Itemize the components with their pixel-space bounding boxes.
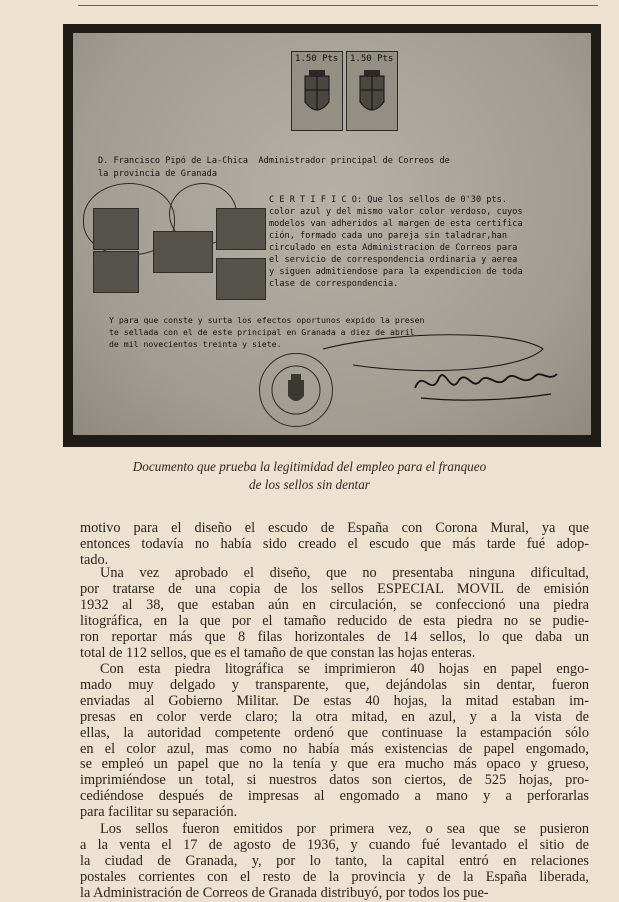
- text-line: tado.: [80, 551, 109, 568]
- typed-line: Y para que conste y surta los efectos oportunos expido la presen: [109, 315, 425, 325]
- text-line: entonces todavía no había sido creado el escudo que más tarde fué adop-: [80, 535, 589, 552]
- fiscal-stamp-right: 1.50 Pts: [346, 51, 398, 131]
- text-line: en el color azul, mas como no había más existencias de papel engomado,: [80, 740, 589, 757]
- fiscal-stamp-left: 1.50 Pts: [291, 51, 343, 131]
- typed-line: y siguen admitiendose para la expendicion de toda: [269, 267, 523, 277]
- text-line: ellas, la autoridad competente ordenó que continuase la estampación sólo: [80, 724, 589, 741]
- caption-line: Documento que prueba la legitimidad del empleo para el franqueo: [132, 459, 487, 474]
- postage-stamp: [93, 251, 139, 293]
- text-line: para facilitar su separación.: [80, 804, 238, 821]
- typed-line: modelos van adheridos al margen de esta certifica: [269, 219, 523, 229]
- typed-line: clase de correspondencia.: [269, 279, 399, 289]
- text-line: enviadas al Gobierno Militar. De estas 40 hojas, la mitad estaban im-: [80, 692, 589, 709]
- text-line: cediéndose después de impresas al engomado a mano y a perforarlas: [80, 788, 589, 805]
- text-line: la ciudad de Granada, y, por lo tanto, la capital entró en relaciones: [80, 852, 589, 869]
- postage-stamp: [153, 231, 213, 273]
- text-line: imprimiéndose un total, si nuestros datos son ciertos, de 525 hojas, pro-: [80, 772, 589, 789]
- text-line: Con esta piedra litográfica se imprimieron 40 hojas en papel engo-: [100, 661, 589, 677]
- coat-of-arms-icon: [299, 68, 335, 124]
- text-line: total de 112 sellos, que es el tamaño de que constan las hojas enteras.: [80, 644, 476, 661]
- text-line: ron reportar más que 8 filas horizontales de 14 sellos, lo que daba un: [80, 628, 589, 645]
- postage-stamp: [216, 208, 266, 250]
- text-line: motivo para el diseño el escudo de España con Corona Mural, ya que: [80, 520, 589, 536]
- top-rule: [78, 5, 598, 6]
- figure-caption: [0, 458, 619, 494]
- text-line: la Administración de Correos de Granada distribuyó, por todos los pue-: [80, 884, 489, 901]
- text-line: postales corrientes con el resto de la provincia y de la España liberada,: [80, 868, 589, 885]
- typed-line: de mil novecientos treinta y siete.: [109, 339, 282, 349]
- typed-line: ción, formado cada uno pareja sin taladrar,han: [269, 231, 507, 241]
- text-line: se empleó un papel que no la tenía y que era mucho más opaco y grueso,: [80, 756, 589, 773]
- document-photograph: [63, 24, 601, 447]
- typed-line: C E R T I F I C O: Que los sellos de 0'30 pts.: [269, 195, 507, 205]
- text-line: mado muy delgado y transparente, que, dejándolas sin dentar, fueron: [80, 676, 589, 693]
- signature-flourish: [313, 329, 553, 389]
- text-line: Una vez aprobado el diseño, que no presentaba ninguna dificultad,: [100, 565, 589, 581]
- paragraph-4: [80, 822, 589, 902]
- text-line: litográfica, en la que por el tamaño reducido de esta piedra no se pudie-: [80, 612, 589, 629]
- typed-line: color azul y del mismo valor color verdoso, cuyos: [269, 207, 523, 217]
- postage-stamp: [216, 258, 266, 300]
- typed-line: te sellada con el de este principal en Granada a diez de abril: [109, 327, 415, 337]
- coat-of-arms-icon: [354, 68, 390, 124]
- certificate-document: [73, 33, 591, 435]
- postage-stamp: [93, 208, 139, 250]
- text-line: a la venta el 17 de agosto de 1936, y cuando fué levantado el sitio de: [80, 836, 589, 853]
- typed-line: circulado en esta Administracion de Correos para: [269, 243, 518, 253]
- text-line: 1932 al 38, que estaban aún en circulación, se confeccionó una piedra: [80, 596, 589, 613]
- paragraph-3: [80, 662, 589, 821]
- text-line: por tratarse de una copia de los sellos ESPECIAL MOVIL de emisión: [80, 580, 589, 597]
- caption-line: de los sellos sin dentar: [249, 477, 370, 492]
- typed-line: el servicio de correspondencia ordinaria y aerea: [269, 255, 518, 265]
- text-line: presas en color verde claro; la otra mitad, en azul, y a la vista de: [80, 708, 589, 725]
- typed-line: la provincia de Granada: [98, 169, 217, 179]
- paragraph-1: [80, 521, 589, 569]
- text-line: Los sellos fueron emitidos por primera vez, o sea que se pusieron: [100, 821, 589, 837]
- typed-line: D. Francisco Pipó de La-Chica Administrador principal de Correos de: [98, 156, 450, 166]
- paragraph-2: [80, 566, 589, 661]
